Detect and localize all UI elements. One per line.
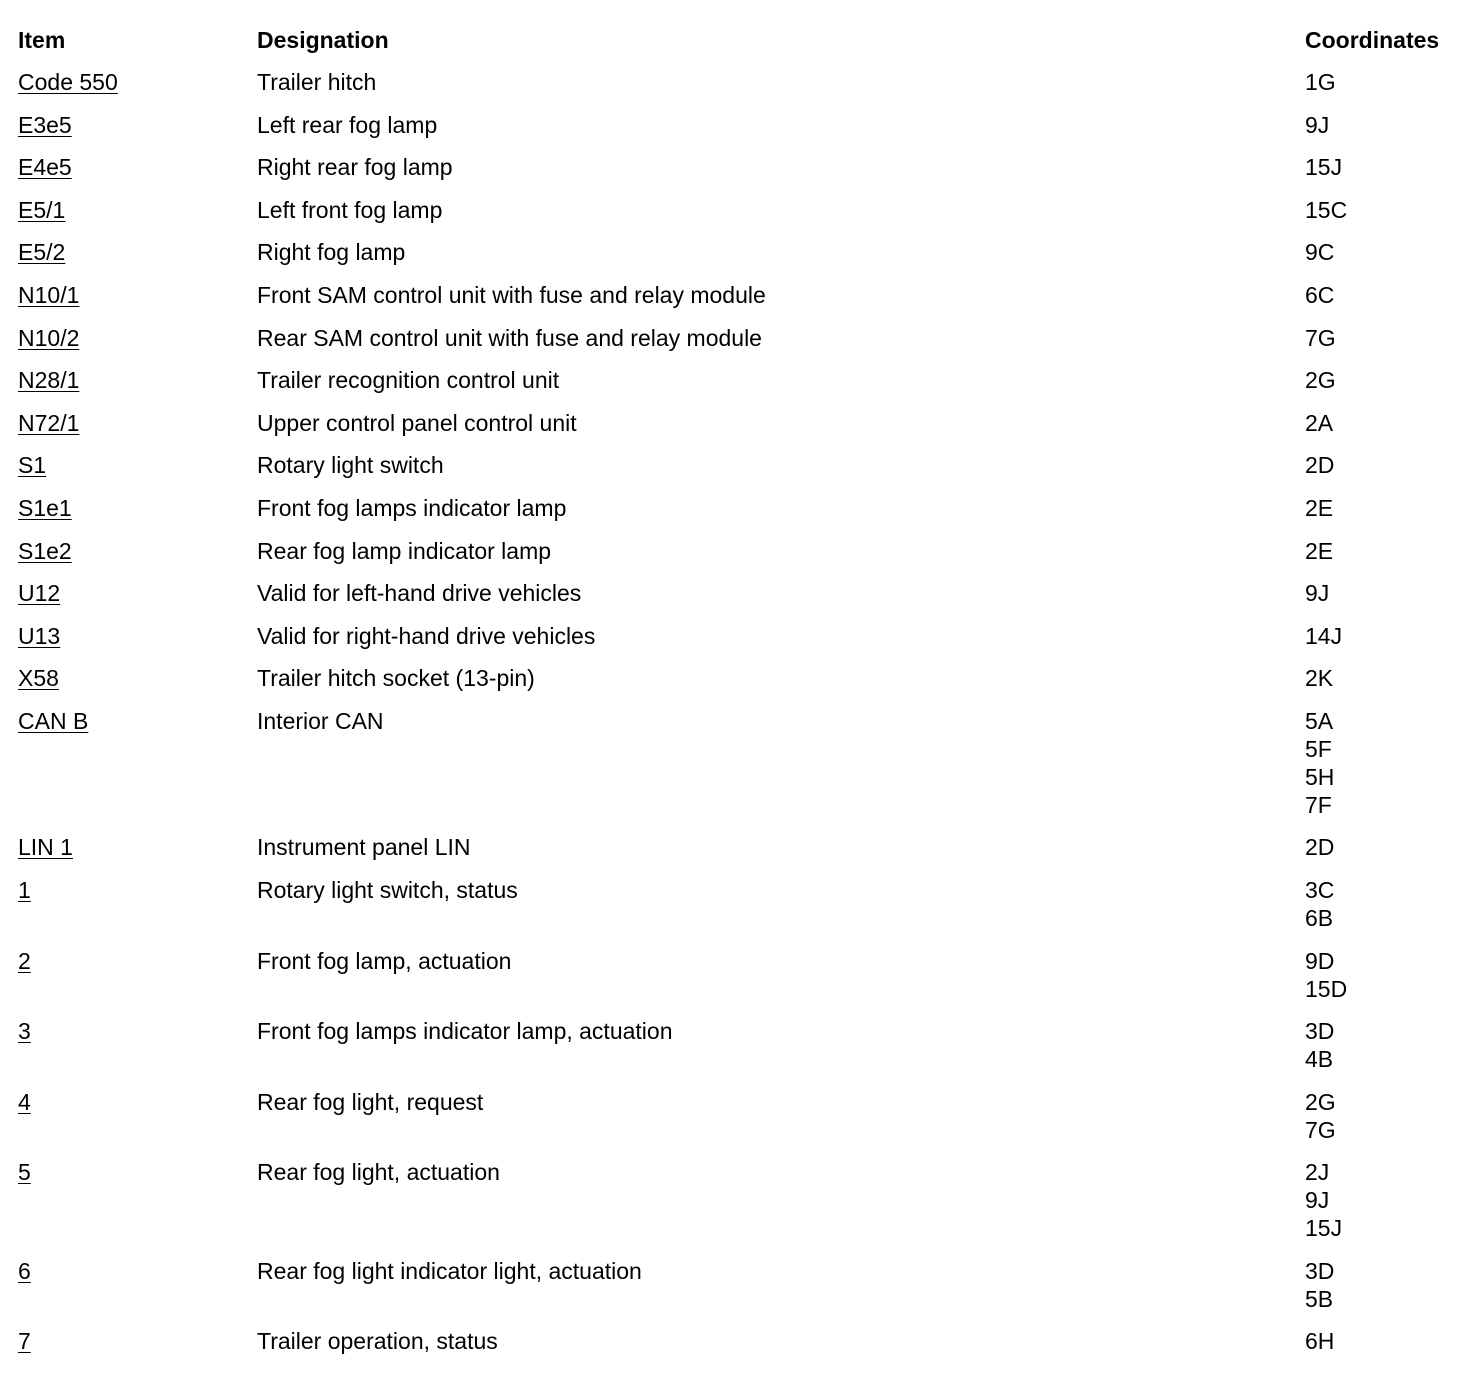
coordinate-value: 3D: [1305, 1018, 1335, 1044]
coordinate-value: 6B: [1305, 905, 1334, 931]
coordinate-value: 5H: [1305, 763, 1335, 790]
coordinates-cell: [1305, 664, 1333, 692]
coordinate-value: 5B: [1305, 1285, 1334, 1312]
item-link[interactable]: LIN 1: [18, 834, 73, 861]
table-row: [18, 537, 1458, 580]
item-link[interactable]: S1e2: [18, 537, 72, 564]
table-row: [18, 1257, 1458, 1328]
legend-table: [18, 26, 1458, 1370]
table-row: [18, 366, 1458, 409]
coordinate-value: 7G: [1305, 1116, 1336, 1143]
designation-text: Rear fog lamp indicator lamp: [257, 537, 552, 564]
coordinate-value: 1G: [1305, 69, 1336, 95]
coordinate-value: 6C: [1305, 281, 1335, 308]
coordinates-cell: [1305, 366, 1336, 394]
table-row: [18, 579, 1458, 622]
coordinate-value: 15J: [1305, 1215, 1343, 1241]
coordinates-cell: [1305, 833, 1334, 861]
coordinate-value: 5A: [1305, 707, 1334, 734]
header-coordinates: Coordinates: [1305, 27, 1440, 53]
coordinates-cell: [1305, 153, 1342, 181]
coordinates-cell: [1305, 324, 1336, 352]
coordinates-cell: [1305, 537, 1333, 565]
table-row: [18, 153, 1458, 196]
table-row: [18, 876, 1458, 947]
coordinates-cell: [1305, 1327, 1334, 1355]
table-body: [18, 68, 1458, 1370]
item-link[interactable]: 6: [18, 1257, 31, 1284]
designation-text: Rear SAM control unit with fuse and relay module: [257, 324, 762, 351]
coordinate-value: 9J: [1305, 111, 1330, 138]
coordinate-value: 3D: [1305, 1257, 1335, 1284]
item-link[interactable]: U13: [18, 622, 61, 649]
coordinates-cell: [1305, 451, 1334, 479]
item-link[interactable]: 7: [18, 1328, 31, 1354]
table-row: [18, 238, 1458, 281]
designation-text: Left rear fog lamp: [257, 111, 438, 138]
coordinate-value: 7F: [1305, 791, 1332, 818]
coordinate-value: 2E: [1305, 537, 1334, 564]
coordinates-cell: [1305, 1257, 1334, 1313]
coordinate-value: 7G: [1305, 324, 1336, 351]
coordinate-value: 9D: [1305, 947, 1335, 974]
table-row: [18, 1088, 1458, 1159]
designation-text: Rotary light switch: [257, 452, 444, 479]
table-row: [18, 1158, 1458, 1257]
table-row: [18, 707, 1458, 834]
item-link[interactable]: S1e1: [18, 494, 72, 521]
designation-text: Front fog lamps indicator lamp: [257, 494, 567, 521]
item-link[interactable]: S1: [18, 452, 47, 479]
coordinates-cell: [1305, 111, 1329, 139]
designation-text: Trailer hitch socket (13-pin): [257, 665, 535, 692]
designation-text: Trailer operation, status: [257, 1328, 498, 1354]
designation-text: Rear fog light indicator light, actuation: [257, 1257, 642, 1284]
item-link[interactable]: 5: [18, 1159, 31, 1185]
coordinate-value: 9J: [1305, 580, 1330, 607]
table-row: [18, 494, 1458, 537]
coordinates-cell: [1305, 1088, 1336, 1144]
coordinates-cell: [1305, 622, 1342, 650]
coordinates-cell: [1305, 238, 1334, 266]
coordinate-value: 2D: [1305, 834, 1335, 861]
coordinate-value: 15C: [1305, 196, 1348, 223]
designation-text: Upper control panel control unit: [257, 409, 577, 436]
item-link[interactable]: X58: [18, 665, 59, 692]
coordinate-value: 6H: [1305, 1328, 1335, 1354]
coordinates-cell: [1305, 68, 1336, 96]
table-row: [18, 281, 1458, 324]
coordinate-value: 15J: [1305, 154, 1343, 181]
table-row: [18, 196, 1458, 239]
designation-text: Instrument panel LIN: [257, 834, 471, 861]
table-row: [18, 451, 1458, 494]
designation-text: Interior CAN: [257, 707, 384, 734]
coordinate-value: 9J: [1305, 1187, 1330, 1213]
designation-text: Valid for left-hand drive vehicles: [257, 580, 582, 607]
item-link[interactable]: N10/2: [18, 324, 80, 351]
designation-text: Valid for right-hand drive vehicles: [257, 622, 596, 649]
table-row: [18, 622, 1458, 665]
table-row: [18, 947, 1458, 1018]
table-row: [18, 324, 1458, 367]
coordinates-cell: [1305, 876, 1334, 932]
designation-text: Front SAM control unit with fuse and relay module: [257, 281, 766, 308]
coordinates-cell: [1305, 1158, 1342, 1242]
coordinates-cell: [1305, 196, 1347, 224]
item-link[interactable]: E3e5: [18, 111, 72, 138]
coordinate-value: 4B: [1305, 1046, 1334, 1072]
item-link[interactable]: 4: [18, 1088, 31, 1115]
item-link[interactable]: E4e5: [18, 154, 72, 181]
designation-text: Front fog lamps indicator lamp, actuation: [257, 1018, 673, 1044]
coordinate-value: 9C: [1305, 239, 1335, 266]
coordinate-value: 2G: [1305, 367, 1336, 394]
item-link[interactable]: N72/1: [18, 409, 80, 436]
coordinates-cell: [1305, 1017, 1334, 1073]
designation-text: Trailer recognition control unit: [257, 367, 560, 394]
item-link[interactable]: N10/1: [18, 281, 80, 308]
item-link[interactable]: E5/1: [18, 196, 66, 223]
table-row: [18, 833, 1458, 876]
item-link[interactable]: E5/2: [18, 239, 66, 266]
coordinate-value: 2G: [1305, 1088, 1336, 1115]
coordinate-value: 15D: [1305, 975, 1348, 1002]
designation-text: Left front fog lamp: [257, 196, 443, 223]
item-link[interactable]: 2: [18, 947, 31, 974]
coordinates-cell: [1305, 947, 1347, 1003]
designation-text: Rear fog light, actuation: [257, 1159, 500, 1185]
coordinates-cell: [1305, 579, 1329, 607]
coordinates-cell: [1305, 707, 1334, 819]
header-designation: Designation: [257, 27, 389, 53]
coordinate-value: 2D: [1305, 452, 1335, 479]
designation-text: Trailer hitch: [257, 69, 377, 95]
coordinate-value: 2J: [1305, 1159, 1330, 1185]
designation-text: Right rear fog lamp: [257, 154, 453, 181]
designation-text: Rear fog light, request: [257, 1088, 484, 1115]
table-row: [18, 664, 1458, 707]
coordinate-value: 3C: [1305, 877, 1335, 903]
item-link[interactable]: N28/1: [18, 367, 80, 394]
table-row: [18, 68, 1458, 111]
coordinates-cell: [1305, 409, 1333, 437]
item-link[interactable]: 3: [18, 1018, 31, 1044]
coordinates-cell: [1305, 281, 1334, 309]
coordinate-value: 2E: [1305, 494, 1334, 521]
table-row: [18, 111, 1458, 154]
coordinate-value: 2A: [1305, 409, 1334, 436]
header-item: Item: [18, 27, 66, 53]
coordinate-value: 2K: [1305, 665, 1334, 692]
coordinate-value: 5F: [1305, 735, 1332, 762]
item-link[interactable]: 1: [18, 877, 31, 903]
table-header-row: [18, 26, 1458, 68]
item-link[interactable]: CAN B: [18, 707, 89, 734]
coordinate-value: 14J: [1305, 622, 1343, 649]
table-row: [18, 1327, 1458, 1370]
item-link[interactable]: Code 550: [18, 69, 118, 95]
coordinates-cell: [1305, 494, 1333, 522]
designation-text: Rotary light switch, status: [257, 877, 518, 903]
table-row: [18, 1017, 1458, 1088]
item-link[interactable]: U12: [18, 580, 61, 607]
table-row: [18, 409, 1458, 452]
designation-text: Front fog lamp, actuation: [257, 947, 512, 974]
designation-text: Right fog lamp: [257, 239, 406, 266]
